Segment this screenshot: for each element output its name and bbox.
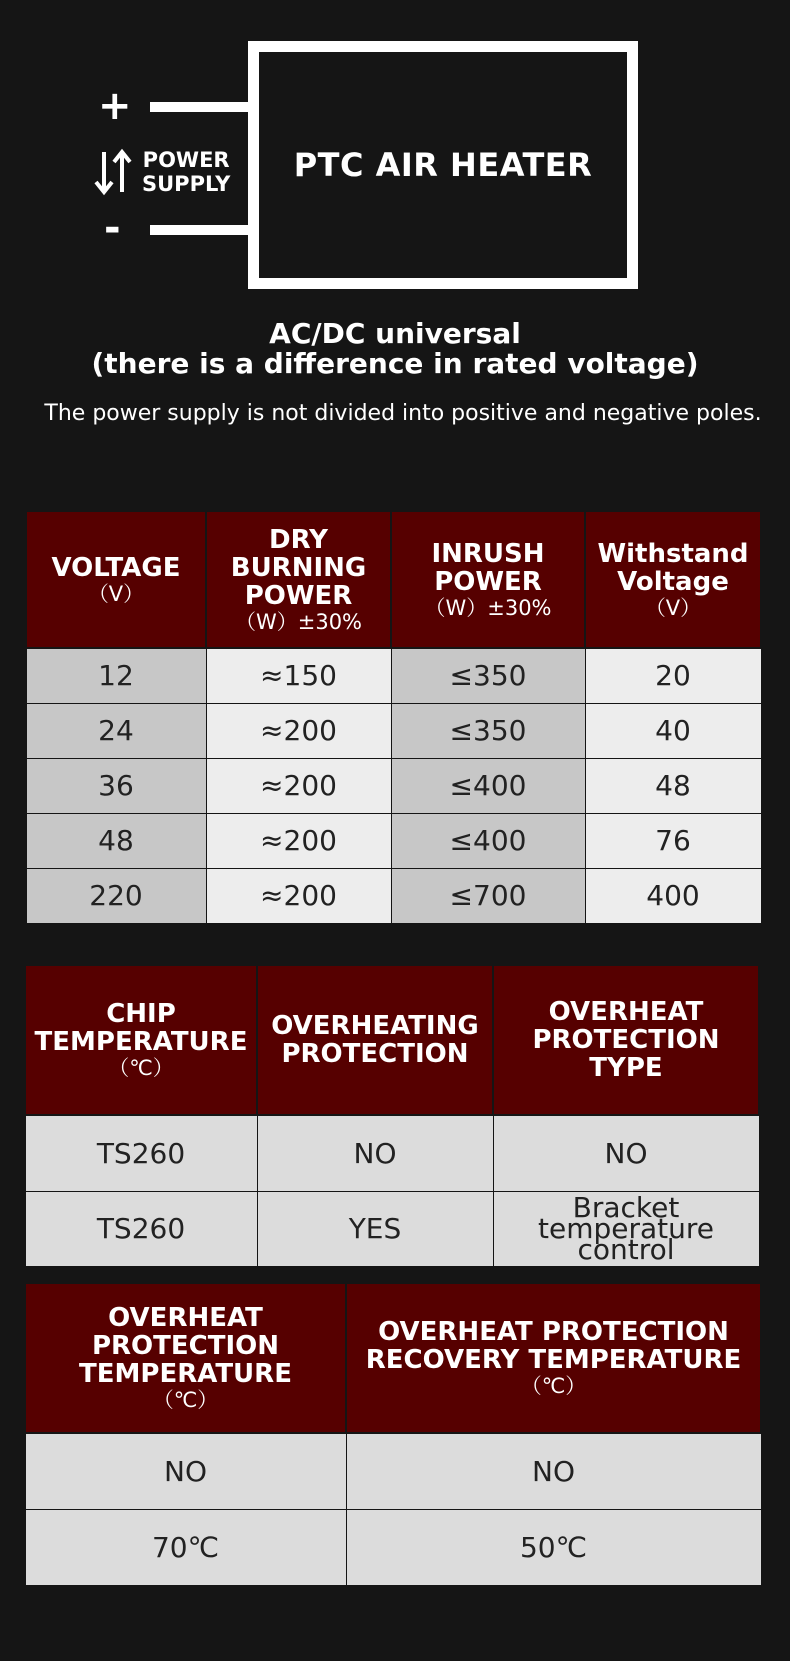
power-supply-line2: SUPPLY bbox=[142, 172, 231, 196]
header-chip-temperature: CHIP TEMPERATURE （℃） bbox=[25, 965, 257, 1115]
cell-inrush-power: ≤400 bbox=[391, 758, 585, 813]
wiring-diagram bbox=[0, 0, 790, 300]
cell-dry-power: ≈200 bbox=[206, 758, 391, 813]
power-supply-label bbox=[142, 148, 230, 196]
cell-withstand: 40 bbox=[585, 703, 761, 758]
minus-sign: - bbox=[104, 205, 121, 251]
cell-recovery-temperature: NO bbox=[346, 1433, 761, 1509]
power-supply-line1: POWER bbox=[142, 148, 230, 172]
heater-label: PTC AIR HEATER bbox=[293, 146, 593, 184]
cell-recovery-temperature: 50℃ bbox=[346, 1509, 761, 1585]
table-row bbox=[26, 648, 761, 703]
table-row bbox=[26, 868, 761, 923]
cell-withstand: 76 bbox=[585, 813, 761, 868]
polarity-note: The power supply is not divided into positive and negative poles. bbox=[44, 401, 762, 426]
table-row bbox=[26, 758, 761, 813]
negative-wire bbox=[150, 225, 250, 235]
cell-protection-type: Bracket temperature control bbox=[493, 1191, 759, 1266]
cell-inrush-power: ≤350 bbox=[391, 648, 585, 703]
header-withstand-voltage: Withstand Voltage （V） bbox=[585, 511, 761, 648]
power-spec-table bbox=[25, 510, 762, 924]
caption-subtitle: (there is a difference in rated voltage) bbox=[91, 347, 699, 380]
cell-dry-power: ≈200 bbox=[206, 868, 391, 923]
cell-inrush-power: ≤700 bbox=[391, 868, 585, 923]
cell-voltage: 12 bbox=[26, 648, 206, 703]
cell-withstand: 48 bbox=[585, 758, 761, 813]
header-overheating-protection: OVERHEATING PROTECTION bbox=[257, 965, 493, 1115]
cell-voltage: 220 bbox=[26, 868, 206, 923]
caption-title: AC/DC universal bbox=[269, 317, 521, 350]
cell-dry-power: ≈200 bbox=[206, 703, 391, 758]
header-inrush-power: INRUSH POWER （W）±30% bbox=[391, 511, 585, 648]
overheat-temperature-table bbox=[24, 1282, 762, 1586]
table-row bbox=[25, 1191, 759, 1266]
table-header-row bbox=[25, 1283, 761, 1433]
cell-protection-temperature: NO bbox=[25, 1433, 346, 1509]
cell-dry-power: ≈200 bbox=[206, 813, 391, 868]
table-row bbox=[26, 703, 761, 758]
cell-chip-temperature: TS260 bbox=[25, 1115, 257, 1191]
cell-voltage: 24 bbox=[26, 703, 206, 758]
header-recovery-temperature: OVERHEAT PROTECTION RECOVERY TEMPERATURE （℃） bbox=[346, 1283, 761, 1433]
cell-protection-temperature: 70℃ bbox=[25, 1509, 346, 1585]
cell-overheating-protection: YES bbox=[257, 1191, 493, 1266]
header-overheat-protection-temperature: OVERHEAT PROTECTION TEMPERATURE （℃） bbox=[25, 1283, 346, 1433]
plus-sign: + bbox=[98, 83, 132, 129]
cell-protection-type: NO bbox=[493, 1115, 759, 1191]
heater-box bbox=[248, 41, 638, 289]
cell-voltage: 36 bbox=[26, 758, 206, 813]
cell-withstand: 400 bbox=[585, 868, 761, 923]
cell-inrush-power: ≤400 bbox=[391, 813, 585, 868]
cell-overheating-protection: NO bbox=[257, 1115, 493, 1191]
table-row bbox=[25, 1433, 761, 1509]
table-row bbox=[26, 813, 761, 868]
header-voltage: VOLTAGE （V） bbox=[26, 511, 206, 648]
table-row bbox=[25, 1509, 761, 1585]
cell-dry-power: ≈150 bbox=[206, 648, 391, 703]
cell-withstand: 20 bbox=[585, 648, 761, 703]
header-overheat-protection-type: OVERHEAT PROTECTION TYPE bbox=[493, 965, 759, 1115]
positive-wire bbox=[150, 102, 250, 112]
header-dry-burning-power: DRY BURNING POWER （W）±30% bbox=[206, 511, 391, 648]
cell-voltage: 48 bbox=[26, 813, 206, 868]
cell-chip-temperature: TS260 bbox=[25, 1191, 257, 1266]
table-header-row bbox=[25, 965, 759, 1115]
table-header-row bbox=[26, 511, 761, 648]
table-row bbox=[25, 1115, 759, 1191]
bidirectional-arrows-icon bbox=[94, 148, 132, 196]
cell-inrush-power: ≤350 bbox=[391, 703, 585, 758]
chip-protection-table bbox=[24, 964, 760, 1267]
